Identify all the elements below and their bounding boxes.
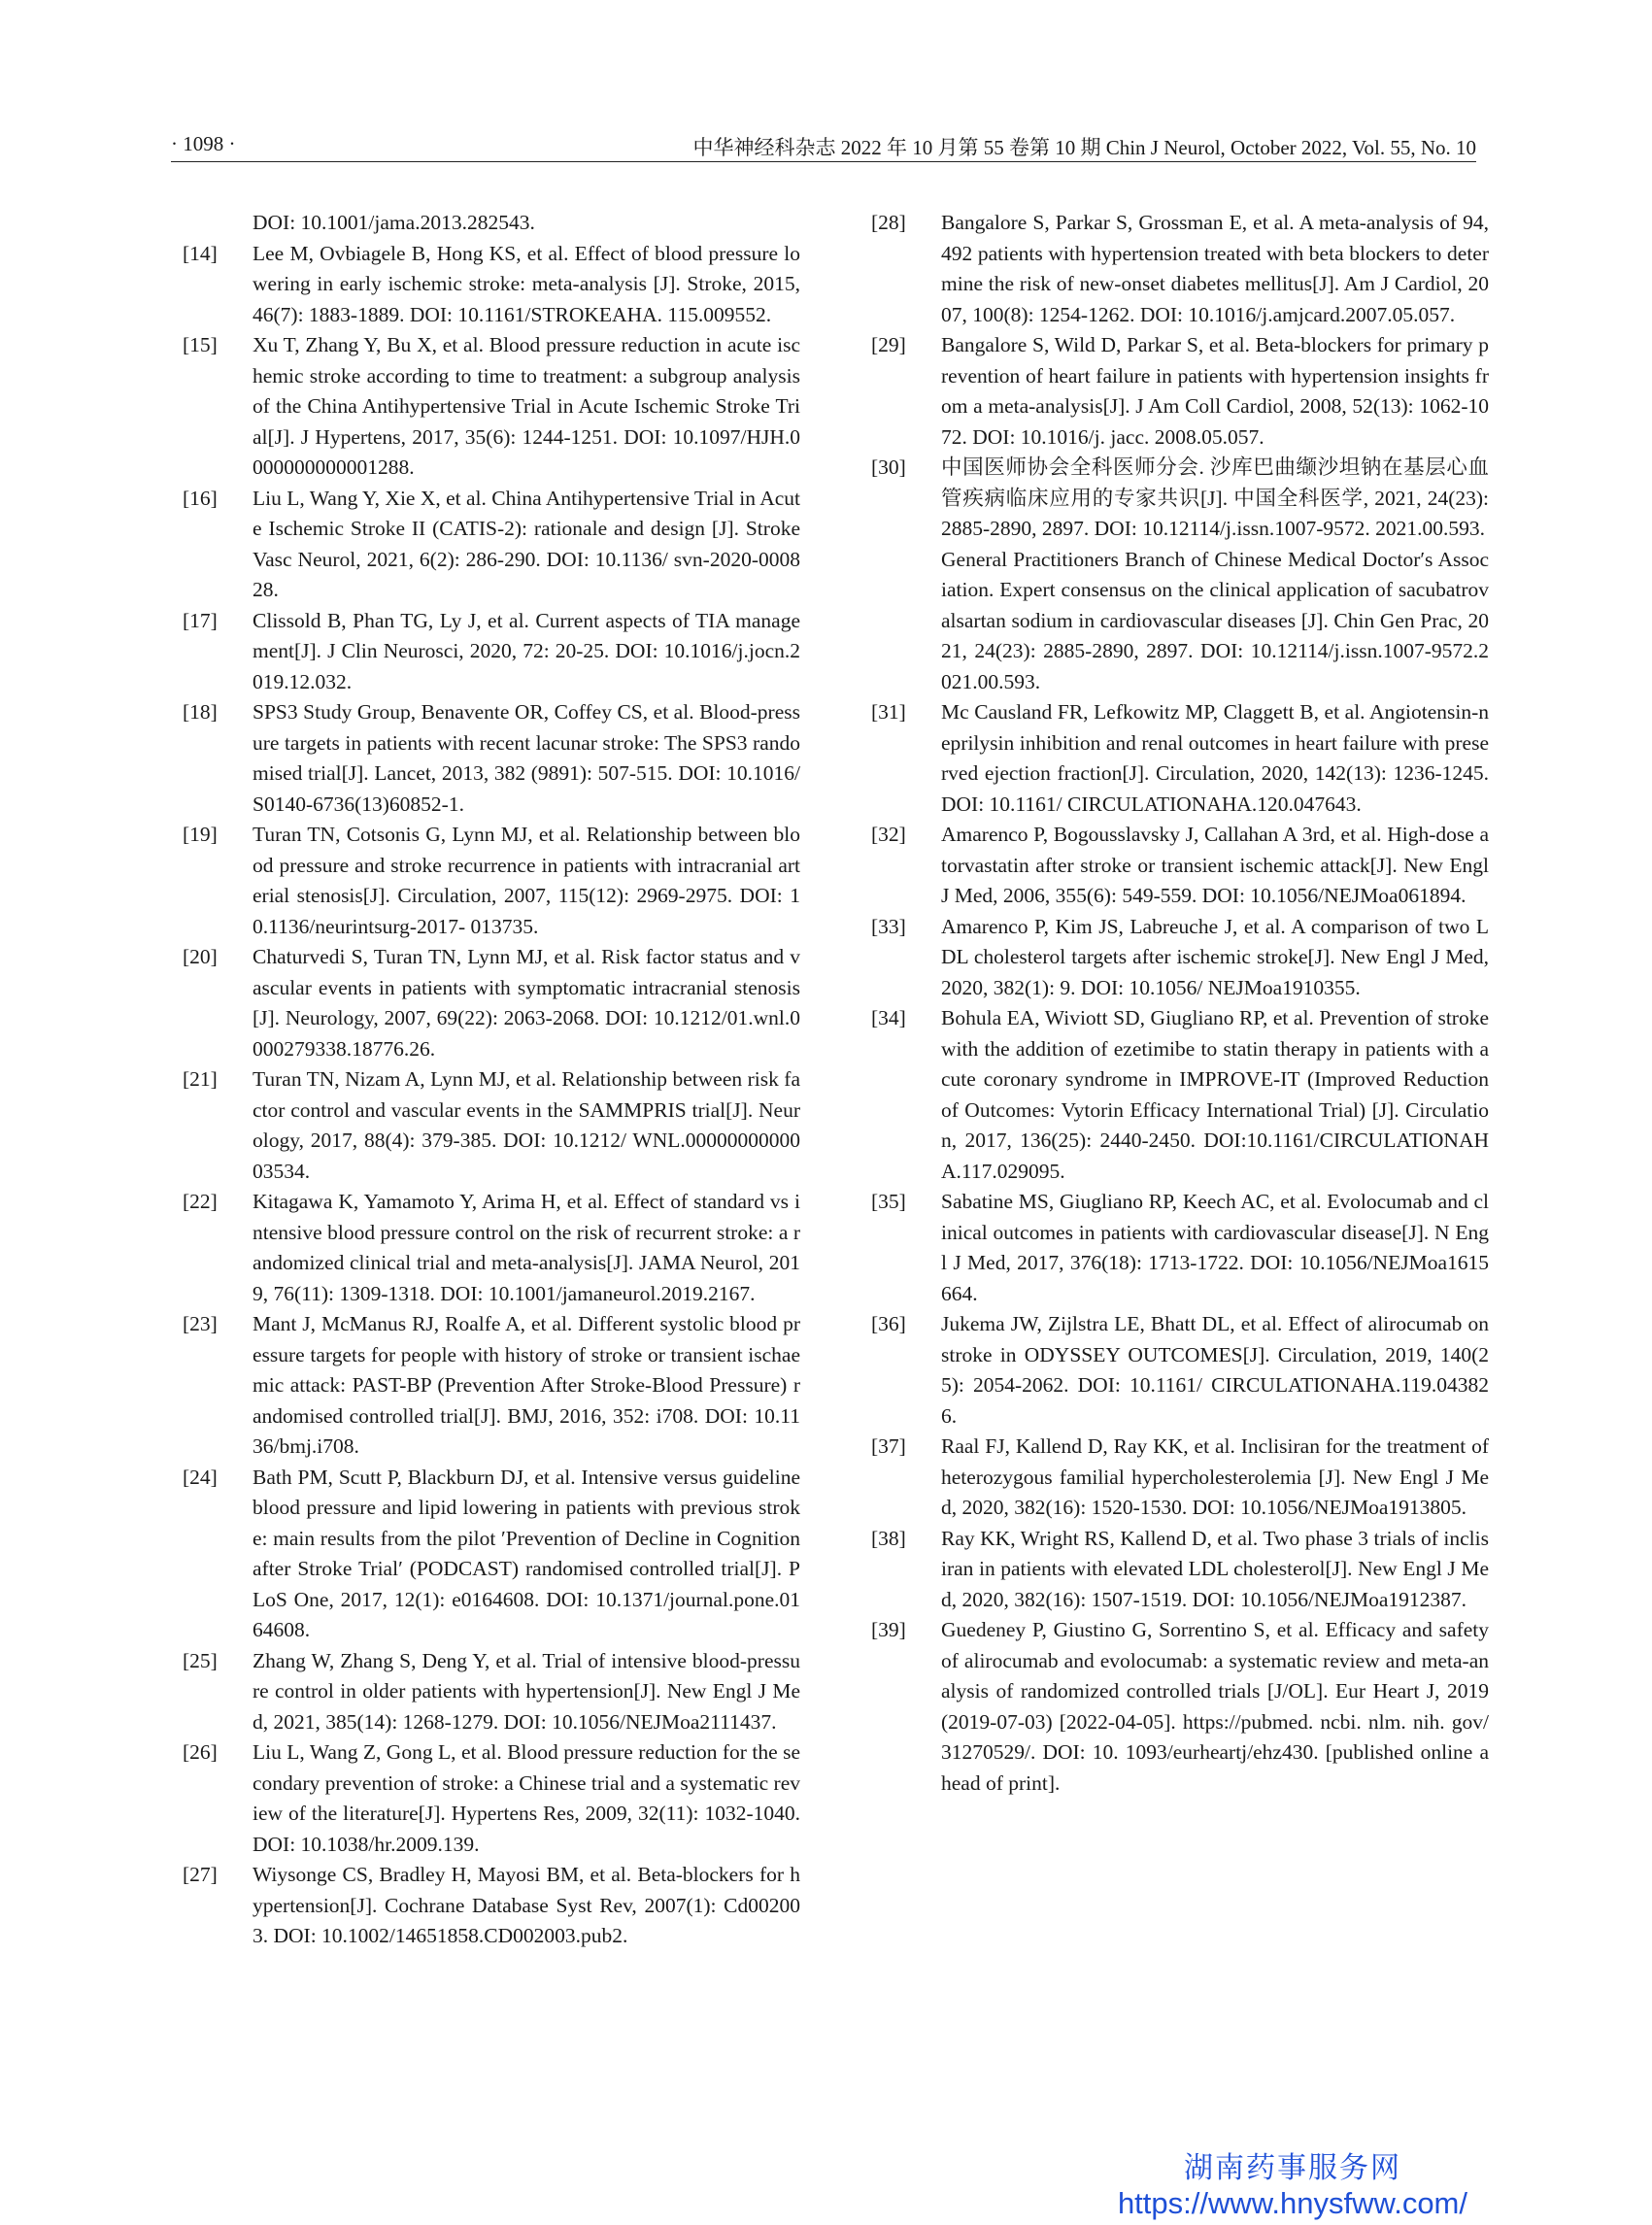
reference-number: [34] xyxy=(871,1006,906,1029)
reference-entry xyxy=(179,820,800,942)
references-left-column xyxy=(179,208,800,1952)
reference-entry xyxy=(179,1187,800,1309)
reference-number: [35] xyxy=(871,1190,906,1213)
reference-entry xyxy=(867,1003,1489,1187)
reference-text: Guedeney P, Giustino G, Sorrentino S, et al. Efficacy and safety of alirocumab and evolocumab: a systematic review and meta-analysis of randomized controlled trials [J/OL]. Eur Heart J, 2019 (2019-07-03) [2022-04-05]. https://pubmed. ncbi. nlm. nih. gov/31270529/. DOI: 10. 1093/eurheartj/ehz430. [published online ahead of print]. xyxy=(941,1618,1489,1795)
reference-text: Jukema JW, Zijlstra LE, Bhatt DL, et al. Effect of alirocumab on stroke in ODYSSEY OUTCOMES[J]. Circulation, 2019, 140(25): 2054-2062. DOI: 10.1161/ CIRCULATIONAHA.119.043826. xyxy=(941,1312,1489,1428)
reference-text: Xu T, Zhang Y, Bu X, et al. Blood pressure reduction in acute ischemic stroke according to time to treatment: a subgroup analysis of the China Antihypertensive Trial in Acute Ischemic Stroke Trial[J]. J Hypertens, 2017, 35(6): 1244-1251. DOI: 10.1097/HJH.0000000000001288. xyxy=(253,333,800,479)
reference-number: [18] xyxy=(183,700,218,724)
reference-number: [31] xyxy=(871,700,906,724)
reference-number: [28] xyxy=(871,211,906,234)
reference-text: Bohula EA, Wiviott SD, Giugliano RP, et al. Prevention of stroke with the addition of ezetimibe to statin therapy in patients with acute coronary syndrome in IMPROVE-IT (Improved Reduction of Outcomes: Vytorin Efficacy International Trial) [J]. Circulation, 2017, 136(25): 2440-2450. DOI:10.1161/CIRCULATIONAHA.117.029095. xyxy=(941,1006,1489,1183)
running-header xyxy=(171,132,1476,162)
reference-text: Turan TN, Cotsonis G, Lynn MJ, et al. Relationship between blood pressure and stroke recurrence in patients with intracranial arterial stenosis[J]. Circulation, 2007, 115(12): 2969-2975. DOI: 10.1136/neurintsurg-2017- 013735. xyxy=(253,823,800,938)
reference-text: Mc Causland FR, Lefkowitz MP, Claggett B, et al. Angiotensin-neprilysin inhibition and renal outcomes in heart failure with preserved ejection fraction[J]. Circulation, 2020, 142(13): 1236-1245. DOI: 10.1161/ CIRCULATIONAHA.120.047643. xyxy=(941,700,1489,816)
reference-number: [27] xyxy=(183,1863,218,1886)
reference-number: [17] xyxy=(183,608,218,632)
watermark-url[interactable]: https://www.hnysfww.com/ xyxy=(1117,2186,1467,2220)
reference-number: [14] xyxy=(183,241,218,265)
reference-text: Liu L, Wang Y, Xie X, et al. China Antihypertensive Trial in Acute Ischemic Stroke II (CATIS-2): rationale and design [J]. Stroke Vasc Neurol, 2021, 6(2): 286-290. DOI: 10.1136/ svn-2020-000828. xyxy=(253,486,800,601)
reference-entry xyxy=(867,1187,1489,1309)
reference-number: [20] xyxy=(183,945,218,968)
reference-entry xyxy=(867,1615,1489,1799)
reference-number: [16] xyxy=(183,486,218,510)
reference-text: Lee M, Ovbiagele B, Hong KS, et al. Effect of blood pressure lowering in early ischemic stroke: meta-analysis [J]. Stroke, 2015, 46(7): 1883-1889. DOI: 10.1161/STROKEAHA. 115.009552. xyxy=(253,241,800,326)
reference-entry xyxy=(867,1432,1489,1524)
reference-number: [23] xyxy=(183,1312,218,1335)
reference-text: DOI: 10.1001/jama.2013.282543. xyxy=(253,211,535,234)
watermark-name: 湖南药事服务网 xyxy=(1183,2152,1401,2184)
reference-text: Amarenco P, Kim JS, Labreuche J, et al. A comparison of two LDL cholesterol targets after ischemic stroke[J]. New Engl J Med, 2020, 382(1): 9. DOI: 10.1056/ NEJMoa1910355. xyxy=(941,914,1489,999)
reference-entry xyxy=(179,697,800,820)
reference-text: Ray KK, Wright RS, Kallend D, et al. Two phase 3 trials of inclisiran in patients with elevated LDL cholesterol[J]. New Engl J Med, 2020, 382(16): 1507-1519. DOI: 10.1056/NEJMoa1912387. xyxy=(941,1526,1489,1611)
reference-entry xyxy=(179,330,800,484)
reference-number: [37] xyxy=(871,1434,906,1458)
reference-text: Bangalore S, Parkar S, Grossman E, et al. A meta-analysis of 94, 492 patients with hypertension treated with beta blockers to determine the risk of new-onset diabetes mellitus[J]. Am J Cardiol, 2007, 100(8): 1254-1262. DOI: 10.1016/j.amjcard.2007.05.057. xyxy=(941,211,1489,326)
reference-text: Amarenco P, Bogousslavsky J, Callahan A 3rd, et al. High-dose atorvastatin after stroke or transient ischemic attack[J]. New Engl J Med, 2006, 355(6): 549-559. DOI: 10.1056/NEJMoa061894. xyxy=(941,823,1489,907)
reference-entry xyxy=(179,239,800,331)
reference-text: SPS3 Study Group, Benavente OR, Coffey CS, et al. Blood-pressure targets in patients with recent lacunar stroke: The SPS3 randomised trial[J]. Lancet, 2013, 382 (9891): 507-515. DOI: 10.1016/S0140-6736(13)60852-1. xyxy=(253,700,800,816)
reference-entry xyxy=(179,1064,800,1187)
reference-entry xyxy=(179,1463,800,1646)
reference-entry xyxy=(179,1860,800,1952)
reference-number: [29] xyxy=(871,333,906,356)
reference-number: [19] xyxy=(183,823,218,846)
reference-text: Mant J, McManus RJ, Roalfe A, et al. Different systolic blood pressure targets for people with history of stroke or transient ischaemic attack: PAST-BP (Prevention After Stroke-Blood Pressure) randomised controlled trial[J]. BMJ, 2016, 352: i708. DOI: 10.1136/bmj.i708. xyxy=(253,1312,800,1458)
reference-entry xyxy=(179,606,800,698)
reference-entry xyxy=(179,1646,800,1738)
reference-number: [26] xyxy=(183,1740,218,1764)
reference-number: [38] xyxy=(871,1526,906,1550)
reference-number: [15] xyxy=(183,333,218,356)
reference-entry xyxy=(867,453,1489,545)
reference-entry xyxy=(179,1309,800,1463)
page-number: · 1098 · xyxy=(171,132,236,155)
reference-entry xyxy=(867,1524,1489,1616)
reference-number: [21] xyxy=(183,1067,218,1091)
reference-text: Zhang W, Zhang S, Deng Y, et al. Trial of intensive blood-pressure control in older patients with hypertension[J]. New Engl J Med, 2021, 385(14): 1268-1279. DOI: 10.1056/NEJMoa2111437. xyxy=(253,1648,800,1734)
reference-text: Kitagawa K, Yamamoto Y, Arima H, et al. Effect of standard vs intensive blood pressure control on the risk of recurrent stroke: a randomized clinical trial and meta-analysis[J]. JAMA Neurol, 2019, 76(11): 1309-1318. DOI: 10.1001/jamaneurol.2019.2167. xyxy=(253,1190,800,1305)
reference-number: [32] xyxy=(871,823,906,846)
reference-entry xyxy=(867,1309,1489,1432)
reference-text: 中国医师协会全科医师分会. 沙库巴曲缬沙坦钠在基层心血管疾病临床应用的专家共识[J]. 中国全科医学, 2021, 24(23): 2885-2890, 2897. DOI: 10.12114/j.issn.1007-9572. 2021.00.593. xyxy=(941,455,1489,540)
reference-number: [24] xyxy=(183,1465,218,1489)
reference-text: Chaturvedi S, Turan TN, Lynn MJ, et al. Risk factor status and vascular events in patients with symptomatic intracranial stenosis[J]. Neurology, 2007, 69(22): 2063-2068. DOI: 10.1212/01.wnl.0000279338.18776.26. xyxy=(253,945,800,1061)
reference-text: Wiysonge CS, Bradley H, Mayosi BM, et al. Beta-blockers for hypertension[J]. Cochrane Database Syst Rev, 2007(1): Cd002003. DOI: 10.1002/14651858.CD002003.pub2. xyxy=(253,1863,800,1947)
reference-entry xyxy=(179,942,800,1064)
reference-number: [39] xyxy=(871,1618,906,1641)
reference-entry xyxy=(179,208,800,239)
reference-number: [30] xyxy=(871,455,906,479)
reference-entry xyxy=(179,1737,800,1860)
reference-text: Raal FJ, Kallend D, Ray KK, et al. Inclisiran for the treatment of heterozygous familial hypercholesterolemia [J]. New Engl J Med, 2020, 382(16): 1520-1530. DOI: 10.1056/NEJMoa1913805. xyxy=(941,1434,1489,1519)
reference-text: Liu L, Wang Z, Gong L, et al. Blood pressure reduction for the secondary prevention of stroke: a Chinese trial and a systematic review of the literature[J]. Hypertens Res, 2009, 32(11): 1032-1040. DOI: 10.1038/hr.2009.139. xyxy=(253,1740,800,1856)
reference-text: Sabatine MS, Giugliano RP, Keech AC, et al. Evolocumab and clinical outcomes in patients with cardiovascular disease[J]. N Engl J Med, 2017, 376(18): 1713-1722. DOI: 10.1056/NEJMoa1615664. xyxy=(941,1190,1489,1305)
reference-entry xyxy=(867,208,1489,330)
reference-entry xyxy=(867,545,1489,698)
reference-text: Bath PM, Scutt P, Blackburn DJ, et al. Intensive versus guideline blood pressure and lipid lowering in patients with previous stroke: main results from the pilot ′Prevention of Decline in Cognition after Stroke Trial′ (PODCAST) randomised controlled trial[J]. PLoS One, 2017, 12(1): e0164608. DOI: 10.1371/journal.pone.0164608. xyxy=(253,1465,800,1641)
reference-number: [36] xyxy=(871,1312,906,1335)
site-watermark xyxy=(1118,2151,1467,2221)
reference-text: Bangalore S, Wild D, Parkar S, et al. Beta-blockers for primary prevention of heart failure in patients with hypertension insights from a meta-analysis[J]. J Am Coll Cardiol, 2008, 52(13): 1062-1072. DOI: 10.1016/j. jacc. 2008.05.057. xyxy=(941,333,1489,449)
reference-number: [22] xyxy=(183,1190,218,1213)
reference-number: [25] xyxy=(183,1648,218,1672)
reference-text: Turan TN, Nizam A, Lynn MJ, et al. Relationship between risk factor control and vascular events in the SAMMPRIS trial[J]. Neurology, 2017, 88(4): 379-385. DOI: 10.1212/ WNL.0000000000003534. xyxy=(253,1067,800,1183)
reference-entry xyxy=(179,484,800,606)
reference-text: General Practitioners Branch of Chinese Medical Doctor′s Association. Expert consensus on the clinical application of sacubatrovalsartan sodium in cardiovascular diseases [J]. Chin Gen Prac, 2021, 24(23): 2885-2890, 2897. DOI: 10.12114/j.issn.1007-9572.2021.00.593. xyxy=(941,547,1489,693)
reference-number: [33] xyxy=(871,914,906,938)
journal-citation: 中华神经科杂志 2022 年 10 月第 55 卷第 10 期 Chin J Neurol, October 2022, Vol. 55, No. 10 xyxy=(692,136,1476,159)
reference-text: Clissold B, Phan TG, Ly J, et al. Current aspects of TIA management[J]. J Clin Neurosci, 2020, 72: 20-25. DOI: 10.1016/j.jocn.2019.12.032. xyxy=(253,608,800,693)
reference-entry xyxy=(867,820,1489,912)
references-right-column xyxy=(867,208,1489,1799)
reference-entry xyxy=(867,912,1489,1004)
reference-entry xyxy=(867,697,1489,820)
reference-entry xyxy=(867,330,1489,453)
